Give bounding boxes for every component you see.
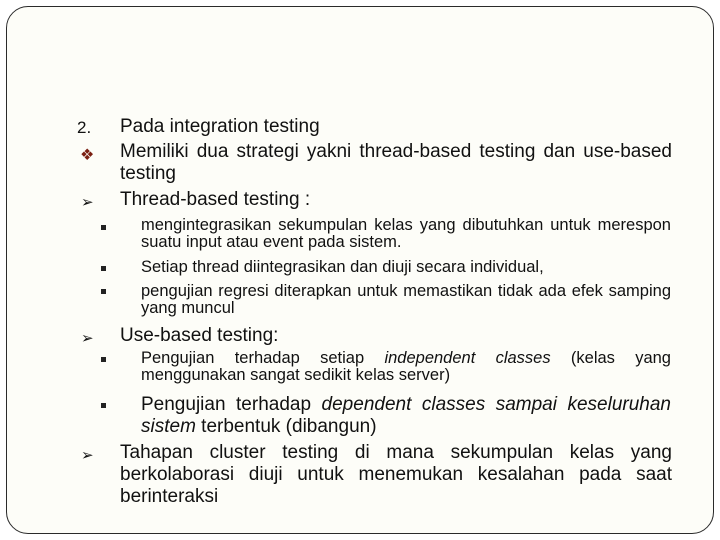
heading-integration: Pada integration testing: [120, 116, 320, 137]
diamond-bullet-icon: ❖: [80, 147, 95, 164]
thread-heading: Thread-based testing :: [120, 189, 311, 210]
thread-point-3: pengujian regresi diterapkan untuk memastikan tidak ada efek samping yang muncul: [141, 282, 671, 318]
square-bullet-icon: [101, 266, 106, 271]
number-marker: 2.: [77, 118, 92, 137]
arrow-bullet-icon: ➢: [81, 194, 94, 211]
square-bullet-icon: [101, 357, 106, 362]
square-bullet-icon: [101, 289, 106, 294]
strategy-text: Memiliki dua strategi yakni thread-based testing dan use-based testing: [120, 141, 672, 184]
square-bullet-icon: [101, 403, 106, 408]
use-heading: Use-based testing:: [120, 325, 279, 346]
thread-point-1: mengintegrasikan sekumpulan kelas yang dibutuhkan untuk merespon suatu input atau event pada sistem.: [141, 216, 671, 252]
use-point-1: Pengujian terhadap setiap independent classes (kelas yang menggunakan sangat sedikit kelas server): [141, 349, 671, 385]
thread-point-2: Setiap thread diintegrasikan dan diuji secara individual,: [141, 258, 544, 276]
use-point-2: Pengujian terhadap dependent classes sampai keseluruhan sistem terbentuk (dibangun): [141, 394, 671, 437]
final-text: Tahapan cluster testing di mana sekumpulan kelas yang berkolaborasi diuji untuk menemukan kesalahan pada saat berinteraksi: [120, 442, 672, 507]
arrow-bullet-icon: ➢: [81, 330, 94, 347]
arrow-bullet-icon: ➢: [81, 447, 94, 464]
square-bullet-icon: [101, 225, 106, 230]
